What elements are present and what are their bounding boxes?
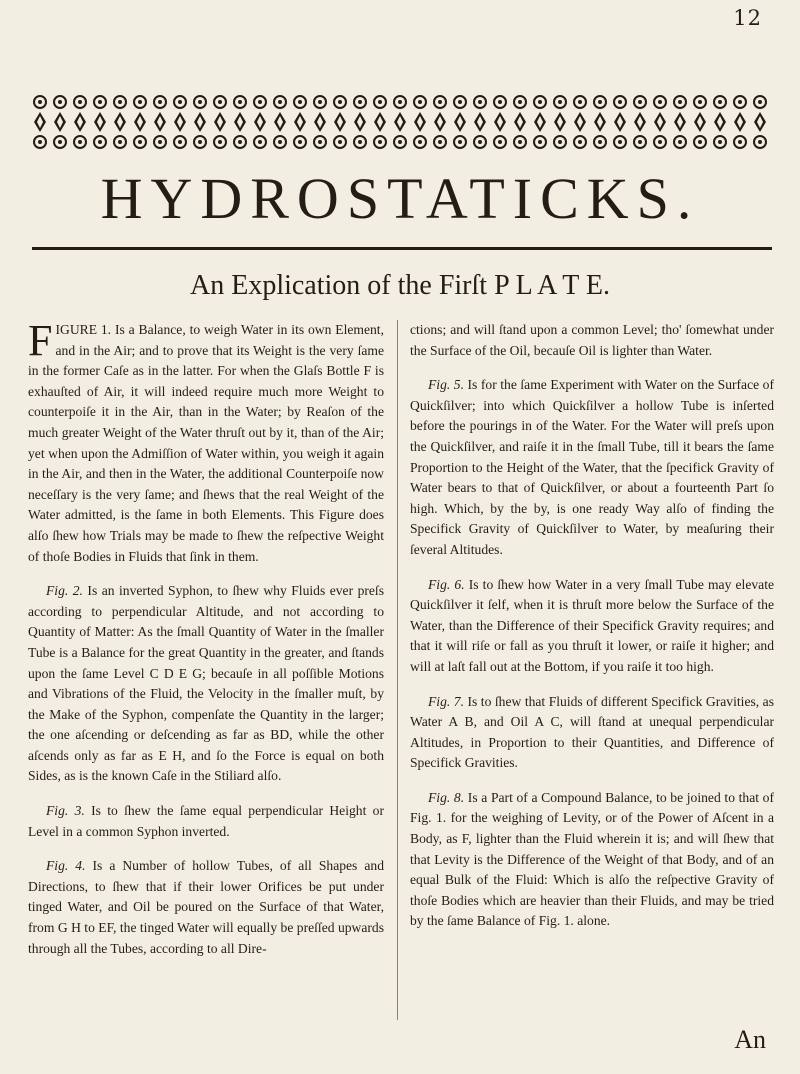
fig-label: Fig. 5. xyxy=(428,377,464,393)
paragraph-fig-3 xyxy=(28,801,384,842)
paragraph-fig-7 xyxy=(410,692,774,774)
fig-label: Fig. 6. xyxy=(428,576,465,592)
paragraph-text: Is a Part of a Compound Balance, to be joined to that of Fig. 1. for the weighing of Levity, or of the Power of Aſcent in a Body, as F, lighter than the Fluid wherein it is; and will ſhew that that Levity is the Difference of the Weight of that Body, and of an equal Bulk of the Fluid: Which is alſo the reſpective Gravity of thoſe Bodies which are heavier than their Fluids, and may be tried by the ſame Balance of Fig. 1. alone. xyxy=(410,789,775,929)
paragraph-fig-1 xyxy=(28,316,384,567)
text-columns xyxy=(28,316,775,1060)
paragraph-text: Is to ſhew how Water in a very ſmall Tube may elevate Quickſilver it ſelf, when it is thruſt more below the Surface of the Water, than the Difference of their Specifick Gravity requires; and that it will riſe or fall as you thruſt it lower, or raiſe it higher; and will at laſt fall out at the Bottom, if you raiſe it too high. xyxy=(410,576,775,674)
left-column xyxy=(28,316,384,973)
paragraph-fig-5 xyxy=(410,375,774,560)
page-title: HYDROSTATICKS. xyxy=(100,166,700,231)
fig-label: Fig. 4. xyxy=(46,858,86,874)
paragraph-text: ctions; and will ſtand upon a common Level; tho' ſomewhat under the Surface of the Oil, becauſe Oil is lighter than Water. xyxy=(410,322,774,358)
paragraph-text: Is for the ſame Experiment with Water on the Surface of Quickſilver; into which Quickſilver a hollow Tube is inſerted before the pourings in of the Water. For the Water will preſs upon the Quickſilver, and raiſe it in the ſmall Tube, till it bears the ſame Proportion to the Height of the Water, that the ſpecifick Gravity of Water bears to that of Quickſilver, or about a fourteenth Part ſo high. Which, by the by, is one ready Way alſo of finding the Specifick Gravity of Quickſilver to Water, by meaſuring their ſeveral Altitudes. xyxy=(410,377,774,557)
catchword: An xyxy=(734,1025,766,1054)
paragraph-continuation xyxy=(410,320,774,361)
paragraph-text: Is an inverted Syphon, to ſhew why Fluids ever preſs according to perpendicular Altitude, and not according to Quantity of Matter: As the ſmall Quantity of Water in the ſmaller Tube is a Balance for the great Quantity in the greater, and ſtands upon the ſame Level C D E G; becauſe in all poſſible Motions and Vibrations of the Fluid, the Velocity in the ſmaller muſt, by the Make of the Syphon, compenſate the Quantity in the larger; the one aſcending or deſcending as far as BD, while the other aſcends only as far as E H, and ſo the Force is equal on both Sides, as is the known Caſe in the Stiliard alſo. xyxy=(28,583,384,784)
right-column xyxy=(410,320,774,946)
paragraph-text: Is to ſhew the ſame equal perpendicular Height or Level in a common Syphon inverted. xyxy=(28,803,384,839)
paragraph-fig-4 xyxy=(28,856,384,959)
paragraph-text: Is to ſhew that Fluids of different Specifick Gravities, as Water A B, and Oil A C, will ſtand at unequal perpendicular Altitudes, in Proportion to their Quantities, and Difference of Specifick Gravities. xyxy=(410,693,774,771)
fig-label: Fig. 7. xyxy=(428,693,464,709)
plate-subtitle: An Explication of the Firſt P L A T E. xyxy=(190,270,610,301)
paragraph-fig-6 xyxy=(410,575,774,678)
drop-cap: F xyxy=(28,316,53,365)
fig-label: Fig. 2. xyxy=(46,583,83,599)
paragraph-fig-2 xyxy=(28,581,384,787)
paragraph-text: Is a Number of hollow Tubes, of all Shapes and Directions, to ſhew that if their lower Orifices be put under tinged Water, and Oil be poured on the Surface of that Water, from G H to EF, the tinged Water will equally be preſſed upwards through all the Tubes, according to all Dire- xyxy=(28,858,384,956)
paragraph-text: Is a Balance, to weigh Water in its own Element, and in the Air; and to prove that its Weight is the very ſame in the former Caſe as in the latter. For when the Glaſs Bottle F is exhauſted of Air, it will indeed require much more Weight to counterpoiſe it in the Air, than in the Water; by Reaſon of the much greater Weight of the Water thruſt out by it, than of the Air; yet when upon the Admiſſion of Water within, you weigh it again in the Air, and then in the Water, the additional Counterpoiſe now neceſſary is the very ſame; and ſhews that the real Weight of the Water admitted, is the ſame in both Elements. This Figure does alſo ſhew how Trials may be made to ſhew the reſpective Weight of thoſe Bodies in Fluids that ſink in them. xyxy=(28,322,384,564)
fig-label: IGURE 1. xyxy=(55,322,112,337)
title-rule xyxy=(32,247,772,250)
fig-label: Fig. 8. xyxy=(428,789,465,805)
paragraph-fig-8 xyxy=(410,788,774,932)
fig-label: Fig. 3. xyxy=(46,803,85,819)
ornament-border xyxy=(30,92,770,152)
page-number: 12 xyxy=(733,6,762,30)
column-divider xyxy=(397,320,398,1020)
